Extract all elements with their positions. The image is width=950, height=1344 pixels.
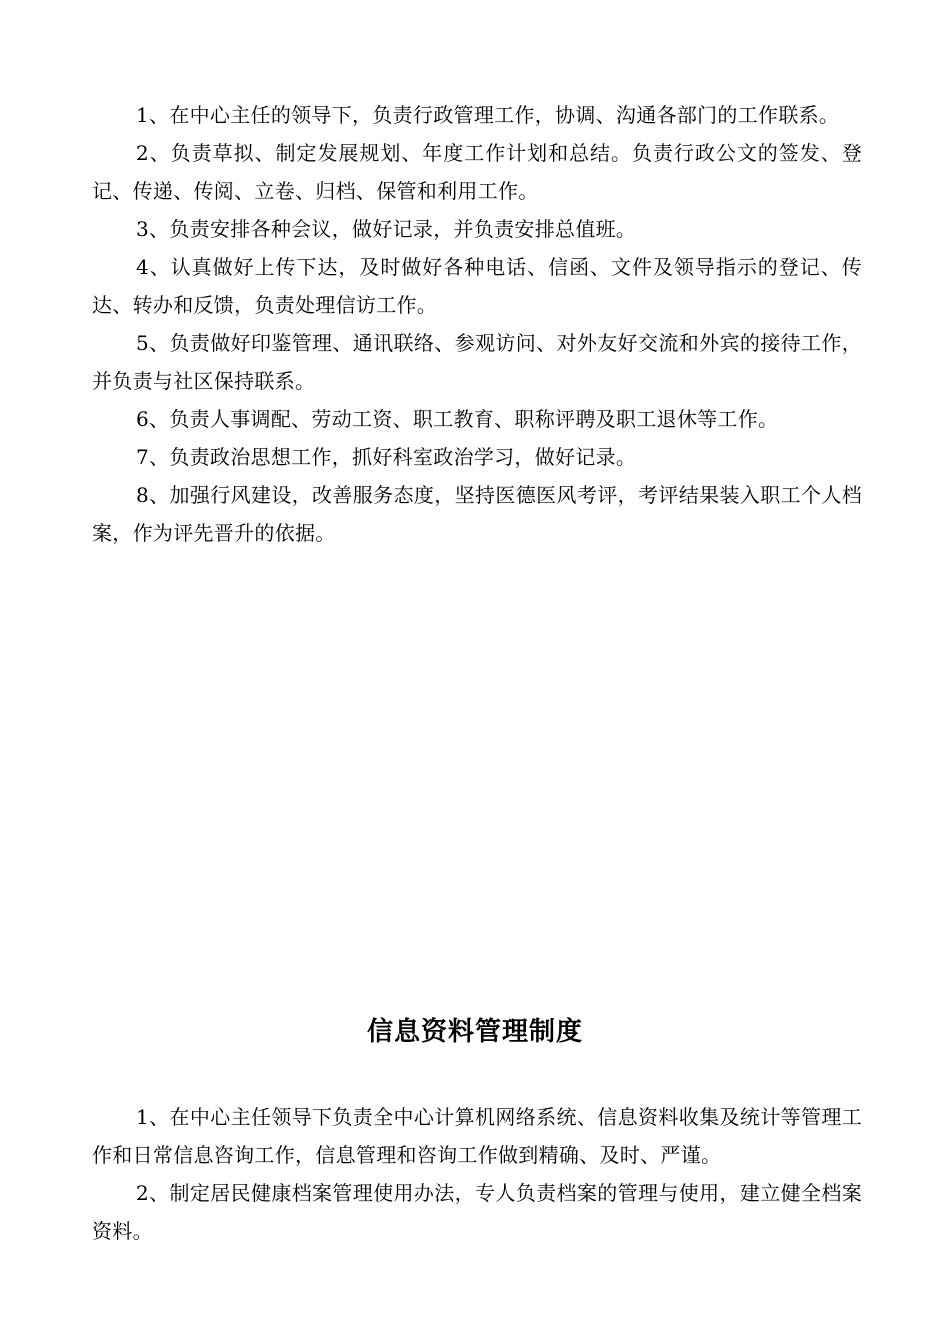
duty-paragraph-4: 4、认真做好上传下达，及时做好各种电话、信函、文件及领导指示的登记、传达、转办和反馈，负责处理信访工作。: [92, 255, 862, 317]
info-paragraph-2: 2、制定居民健康档案管理使用办法，专人负责档案的管理与使用，建立健全档案资料。: [92, 1181, 862, 1243]
admin-duties-section: [92, 96, 862, 552]
duty-paragraph-5: 5、负责做好印鉴管理、通讯联络、参观访问、对外友好交流和外宾的接待工作，并负责与社区保持联系。: [92, 331, 862, 393]
duty-paragraph-7: 7、负责政治思想工作，抓好科室政治学习，做好记录。: [136, 445, 637, 469]
section-title: 信息资料管理制度: [366, 1017, 583, 1047]
duty-paragraph-8: 8、加强行风建设，改善服务态度，坚持医德医风考评，考评结果装入职工个人档案，作为评先晋升的依据。: [92, 483, 862, 545]
duty-paragraph-2: 2、负责草拟、制定发展规划、年度工作计划和总结。负责行政公文的签发、登记、传递、传阅、立卷、归档、保管和利用工作。: [92, 141, 862, 203]
duty-paragraph-3: 3、负责安排各种会议，做好记录，并负责安排总值班。: [136, 217, 637, 241]
info-management-section: [92, 1098, 862, 1250]
info-paragraph-1: 1、在中心主任领导下负责全中心计算机网络系统、信息资料收集及统计等管理工作和日常信息咨询工作，信息管理和咨询工作做到精确、及时、严谨。: [92, 1105, 862, 1167]
duty-paragraph-6: 6、负责人事调配、劳动工资、职工教育、职称评聘及职工退休等工作。: [136, 407, 779, 431]
duty-paragraph-1: 1、在中心主任的领导下，负责行政管理工作，协调、沟通各部门的工作联系。: [136, 103, 840, 127]
